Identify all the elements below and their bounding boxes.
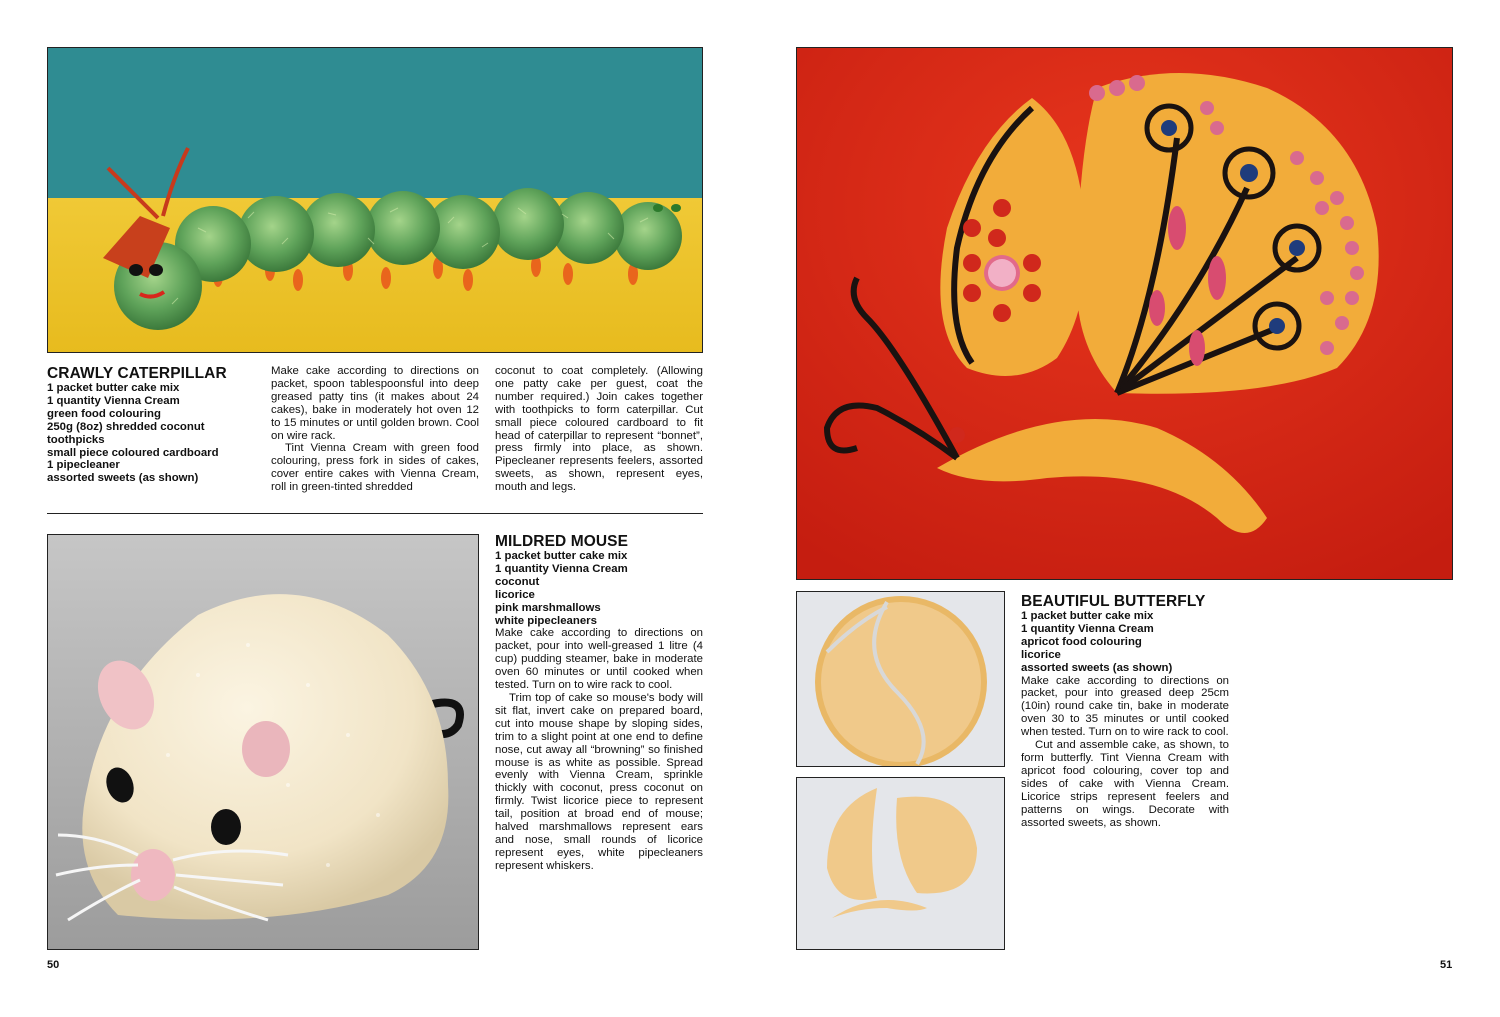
method-paragraph: Tint Vienna Cream with green food colouring, press fork in sides of cakes, cover entire cakes with Vienna Cream, roll in green-tinted shredded (271, 442, 479, 494)
butterfly-photo (796, 47, 1453, 580)
method-paragraph: Trim top of cake so mouse's body will sit flat, invert cake on prepared board, cut into mouse shape by sloping sides, trim to a slight point at one end to define nose, cut away all “browning” so finished mouse is as white as possible. Spread evenly with Vienna Cream, sprinkle thickly with coconut, press coconut on firmly. Twist licorice piece to represent tail, position at broad end of mouse; halved marshmallows represent ears and nose, small rounds of licorice represent eyes, white pipecleaners represent whiskers. (495, 691, 703, 872)
caterpillar-recipe-heading-block (47, 365, 257, 485)
mouse-method (495, 627, 703, 872)
mouse-photo (47, 534, 479, 950)
ingredient-item: 1 pipecleaner (47, 459, 120, 472)
ingredient-item: assorted sweets (as shown) (47, 472, 199, 485)
butterfly-step1-photo (796, 591, 1005, 767)
mouse-illustration (48, 535, 479, 950)
ingredient-item: 1 packet butter cake mix (495, 550, 628, 562)
butterfly-title: BEAUTIFUL BUTTERFLY (1021, 593, 1206, 610)
cake-pieces-illustration (797, 778, 1005, 950)
caterpillar-photo (47, 47, 703, 353)
butterfly-step2-photo (796, 777, 1005, 950)
ingredient-item: small piece coloured cardboard (47, 446, 219, 459)
ingredient-item: assorted sweets (as shown) (1021, 661, 1173, 674)
method-paragraph: Make cake according to directions on packet, pour into greased deep 25cm (10in) round cake tin, bake in moderate oven 30 to 35 minutes or until cooked when tested. Turn on to wire rack to cool. (1021, 674, 1229, 739)
ingredient-item: 1 packet butter cake mix (47, 382, 180, 394)
ingredient-item: 1 quantity Vienna Cream (1021, 622, 1154, 635)
butterfly-recipe-block (1021, 593, 1229, 829)
page-number-right: 51 (1440, 959, 1453, 971)
ingredient-item: toothpicks (47, 433, 105, 446)
ingredient-item: pink marshmallows (495, 601, 601, 614)
ingredient-item: 250g (8oz) shredded coconut (47, 420, 205, 433)
caterpillar-illustration (48, 48, 703, 353)
ingredient-item: coconut (495, 575, 540, 588)
ingredient-item: 1 packet butter cake mix (1021, 610, 1154, 622)
page-number-left: 50 (47, 959, 60, 971)
round-cake-cut-illustration (797, 592, 1005, 767)
mouse-title: MILDRED MOUSE (495, 533, 629, 550)
ingredient-item: 1 quantity Vienna Cream (495, 562, 628, 575)
ingredient-item: licorice (1021, 648, 1061, 661)
method-paragraph: Cut and assemble cake, as shown, to form butterfly. Tint Vienna Cream with apricot food colouring, cover top and sides of cake with Vienna Cream. Licorice strips represent feelers and patterns on wings. Decorate with assorted sweets, as shown. (1021, 739, 1229, 829)
method-paragraph: Make cake according to directions on packet, pour into well-greased 1 litre (4 cup) pudding steamer, bake in moderate oven 60 minutes or until cooked when tested. Turn on to wire rack to cool. (495, 627, 703, 692)
ingredient-item: licorice (495, 588, 535, 601)
ingredient-item: apricot food colouring (1021, 635, 1142, 648)
caterpillar-title: CRAWLY CATERPILLAR (47, 365, 227, 382)
method-paragraph: coconut to coat completely. (Allowing one patty cake per guest, coat the number required.) Join cakes together with toothpicks to form caterpillar. Cut small piece coloured cardboard to fit head of caterpillar to represent “bonnet”, press firmly into place, as shown. Pipecleaner represents feelers, assorted sweets, as shown, represent eyes, mouth and legs. (495, 365, 703, 494)
ingredient-item: white pipecleaners (495, 614, 597, 627)
butterfly-ingredients (1021, 610, 1229, 675)
mouse-ingredients (495, 550, 703, 627)
ingredient-item: 1 quantity Vienna Cream (47, 394, 180, 407)
mouse-recipe-block (495, 533, 703, 873)
butterfly-method (1021, 675, 1229, 830)
ingredient-item: green food colouring (47, 407, 161, 420)
method-paragraph: Make cake according to directions on packet, spoon tablespoonsful into deep greased patty tins (it makes about 24 cakes), bake in moderately hot oven 12 to 15 minutes or until golden brown. Cool on wire rack. (271, 365, 479, 442)
caterpillar-ingredients (47, 382, 257, 485)
caterpillar-method-col2 (495, 365, 703, 494)
butterfly-illustration (797, 48, 1453, 580)
section-divider (47, 513, 703, 514)
caterpillar-method-col1 (271, 365, 479, 494)
